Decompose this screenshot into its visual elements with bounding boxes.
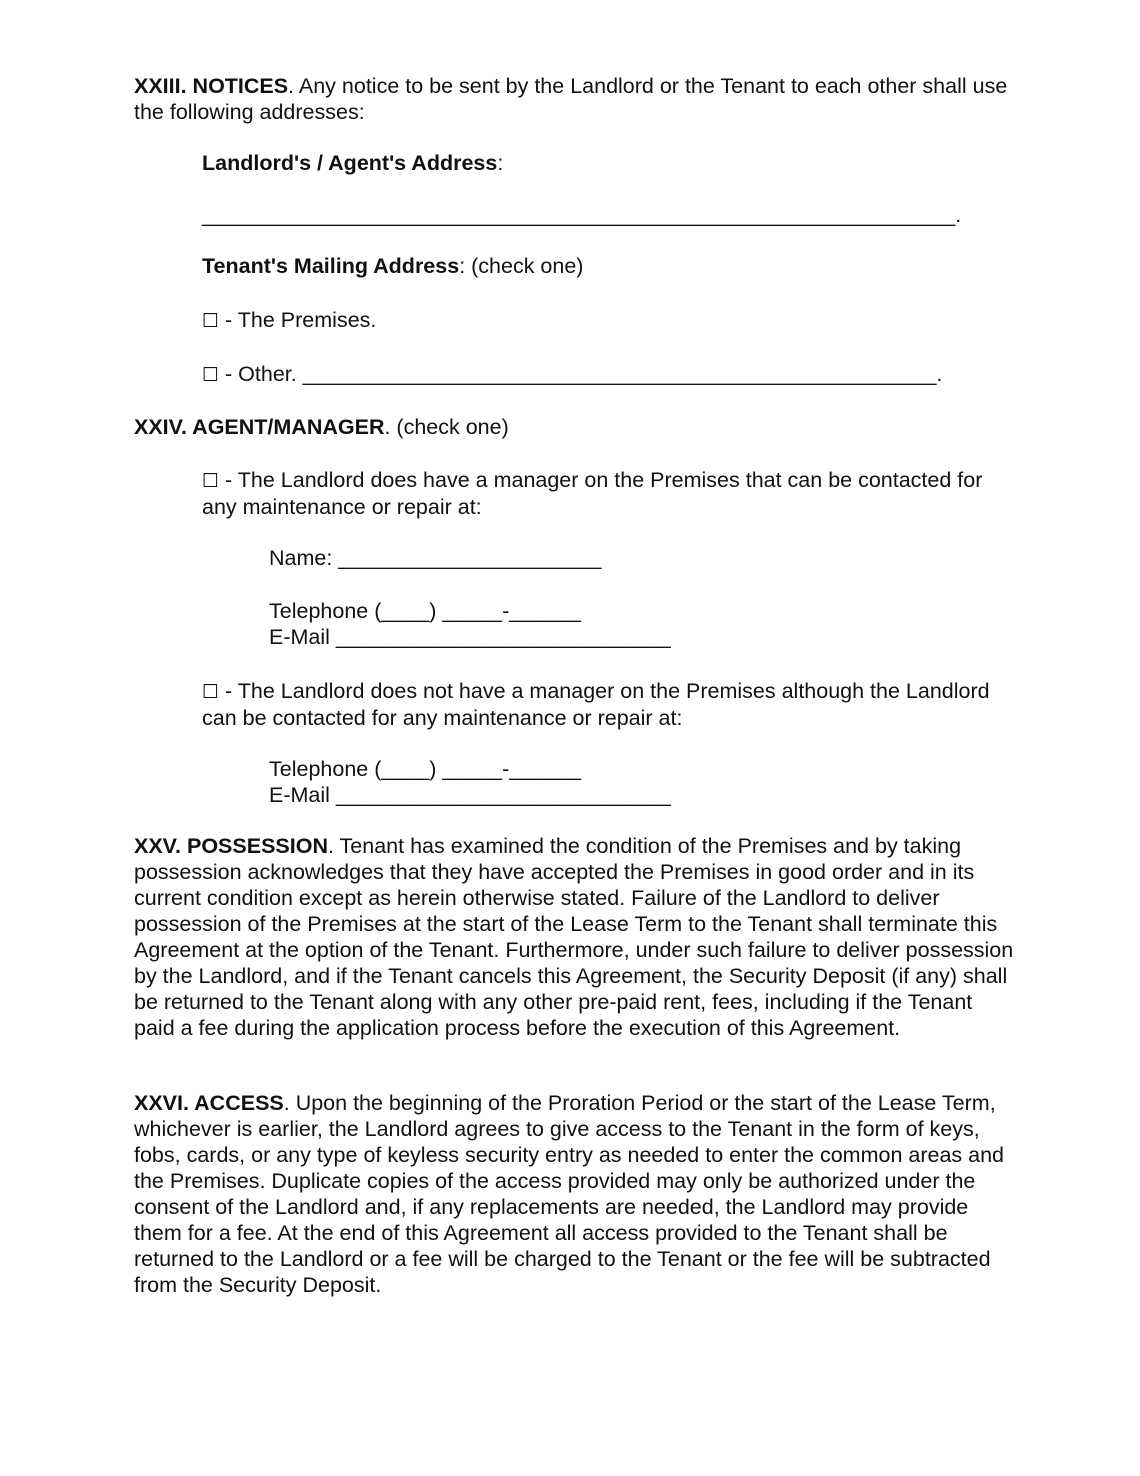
possession-paragraph <box>134 833 1014 1041</box>
has-manager-checkbox[interactable]: ☐ <box>202 470 220 492</box>
notices-text: . Any notice to be sent by the Landlord or the Tenant to each other shall use the following addresses: <box>134 74 1008 124</box>
agent-option-no-manager <box>202 678 1014 731</box>
landlord-address-field[interactable]: _______________________________________________________________. <box>202 203 962 227</box>
access-text: . Upon the beginning of the Proration Period or the start of the Lease Term, whichever is earlier, the Landlord agrees to give access to the Tenant in the form of keys, fobs, cards, or any type of keyless security entry as needed to enter the common areas and the Premises. Duplicate copies of the access provided may only be authorized under the consent of the Landlord and, if any replacements are needed, the Landlord may provide them for a fee. At the end of this Agreement all access provided to the Tenant shall be returned to the Landlord or a fee will be charged to the Tenant or the fee will be subtracted from the Security Deposit. <box>134 1091 1005 1297</box>
option-other <box>202 361 1014 388</box>
other-label[interactable]: - Other. _____________________________________________________. <box>225 362 943 386</box>
agent-option-has-manager <box>202 467 1014 520</box>
possession-heading: XXV. POSSESSION <box>134 834 328 858</box>
tenant-address-label-line <box>202 253 1014 279</box>
landlord-telephone-field[interactable]: Telephone (____) _____-______ <box>269 757 582 781</box>
other-checkbox[interactable]: ☐ <box>202 364 220 386</box>
access-heading: XXVI. ACCESS <box>134 1091 284 1115</box>
premises-checkbox[interactable]: ☐ <box>202 310 220 332</box>
tenant-address-suffix: : (check one) <box>459 254 584 278</box>
manager-name-field[interactable]: Name: ______________________ <box>269 546 602 570</box>
landlord-email-field[interactable]: E-Mail ____________________________ <box>269 783 671 807</box>
has-manager-label: - The Landlord does have a manager on the Premises that can be contacted for any maintenance or repair at: <box>202 468 983 519</box>
notices-paragraph <box>134 73 1014 125</box>
possession-text: . Tenant has examined the condition of the Premises and by taking possession acknowledges that they have accepted the Premises in good order and in its current condition except as herein otherwise stated. Failure of the Landlord to deliver possession of the Premises at the start of the Lease Term to the Tenant shall terminate this Agreement at the option of the Tenant. Furthermore, under such failure to deliver possession by the Landlord, and if the Tenant cancels this Agreement, the Security Deposit (if any) shall be returned to the Tenant along with any other pre-paid rent, fees, including if the Tenant paid a fee during the application process before the execution of this Agreement. <box>134 834 1014 1040</box>
no-manager-checkbox[interactable]: ☐ <box>202 681 220 703</box>
no-manager-label: - The Landlord does not have a manager on the Premises although the Landlord can be contacted for any maintenance or repair at: <box>202 679 990 730</box>
manager-email-field[interactable]: E-Mail ____________________________ <box>269 625 671 649</box>
notices-heading: XXIII. NOTICES <box>134 74 289 98</box>
landlord-address-label: Landlord's / Agent's Address <box>202 151 498 175</box>
premises-label: - The Premises. <box>225 308 377 332</box>
tenant-address-label: Tenant's Mailing Address <box>202 254 460 278</box>
access-paragraph <box>134 1090 1014 1298</box>
agent-heading: XXIV. AGENT/MANAGER <box>134 415 385 439</box>
agent-suffix: . (check one) <box>384 415 509 439</box>
manager-telephone-field[interactable]: Telephone (____) _____-______ <box>269 599 582 623</box>
landlord-address-colon: : <box>497 151 504 175</box>
agent-heading-line <box>134 414 1014 440</box>
option-premises <box>202 307 1014 334</box>
landlord-address-label-line <box>202 150 1014 176</box>
